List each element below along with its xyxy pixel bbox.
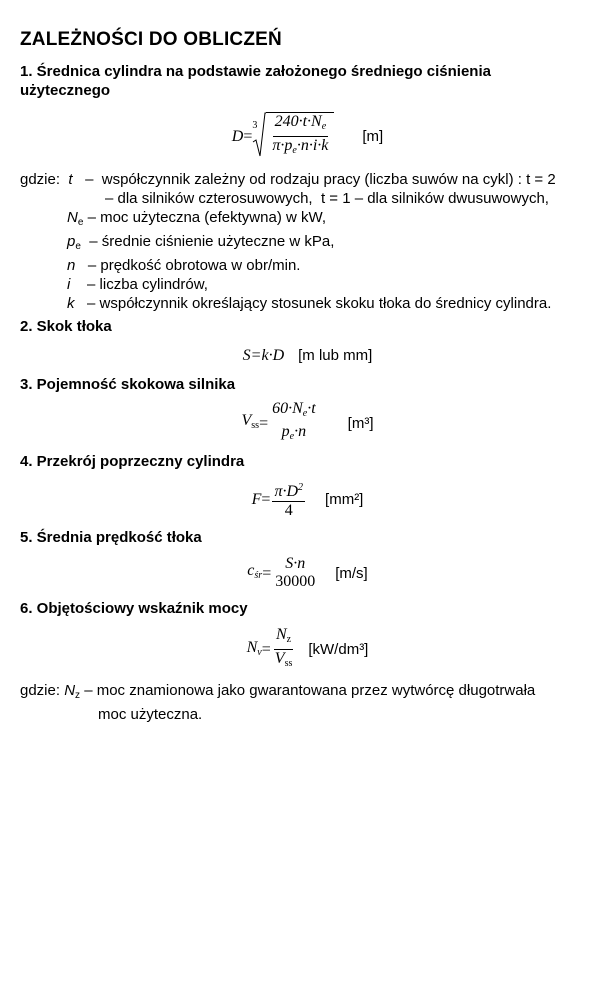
formula-eq: =: [243, 127, 253, 145]
cube-root: [252, 112, 334, 160]
section-4-heading: 4. Przekrój poprzeczny cylindra: [20, 453, 245, 470]
formula-diameter: [20, 112, 593, 160]
def-t-line2: – dla silników czterosuwowych, t = 1 – dla silników dwusuwowych,: [105, 190, 549, 207]
formula-stroke: [20, 346, 593, 365]
section-5-heading: 5. Średnia prędkość tłoka: [20, 529, 202, 546]
def-t: gdzie: t – współczynnik zależny od rodzaju pracy (liczba suwów na cykl) : t = 2: [20, 171, 556, 188]
formula-displacement: $V_{ss}$ = $60\cdot N_e\cdot t$ $p_e\cdot n$ [m³]: [241, 400, 374, 442]
section-2-heading: 2. Skok tłoka: [20, 318, 112, 335]
nz-definition-line1: gdzie: $N_z$ – moc znamionowa jako gwarantowana przez wytwórcę długotrwała: [20, 682, 536, 701]
section-1-heading: [20, 62, 593, 100]
nz-definition-line2: moc użyteczna.: [98, 706, 203, 723]
section-3-heading: 3. Pojemność skokowa silnika: [20, 376, 236, 393]
page-title: ZALEŻNOŚCI DO OBLICZEŃ: [20, 29, 282, 50]
unit-mm2: [mm²]: [325, 491, 364, 508]
stroke-formula: S=k·D: [242, 347, 285, 364]
diameter-fraction: $\frac{240\cdot t\cdot N_e}{\pi\cdot p_e\cdot n\cdot i\cdot k}$: [272, 113, 329, 156]
formula-lhs: D: [231, 127, 244, 145]
formula-area: F = $\frac{\pi\cdot D^2}{4}$ [mm²]: [20, 479, 593, 520]
section-1-heading-line2: użytecznego: [20, 82, 111, 99]
unit-m: [m]: [362, 127, 384, 145]
unit-ms: [m/s]: [335, 564, 368, 582]
unit-kwdm3: [kW/dm³]: [308, 641, 369, 658]
unit-stroke: [m lub mm]: [298, 347, 373, 364]
unit-m3: [m³]: [347, 414, 374, 432]
def-n: n – prędkość obrotowa w obr/min.: [67, 257, 301, 274]
root-index: 3: [252, 120, 258, 131]
formula-speed: $c_{śr}$ = S·n 30000 [m/s]: [247, 555, 368, 590]
symbol-definitions: [20, 170, 593, 313]
def-k: k – współczynnik określający stosunek skoku tłoka do średnicy cylindra.: [67, 295, 552, 312]
section-6-heading: 6. Objętościowy wskaźnik mocy: [20, 600, 248, 617]
document-page: [20, 28, 593, 724]
nz-definition: [20, 681, 593, 724]
formula-power-index: $N_v$ = $\frac{N_z}{V_{ss}}$ [kW/dm³]: [246, 626, 369, 669]
section-1-heading-line1: 1. Średnica cylindra na podstawie założonego średniego ciśnienia: [20, 63, 491, 80]
def-i: i – liczba cylindrów,: [67, 276, 208, 293]
def-pe: $p_e$ – średnie ciśnienie użyteczne w kPa,: [67, 233, 335, 252]
def-Ne: $N_e$ – moc użyteczna (efektywna) w kW,: [67, 209, 326, 228]
